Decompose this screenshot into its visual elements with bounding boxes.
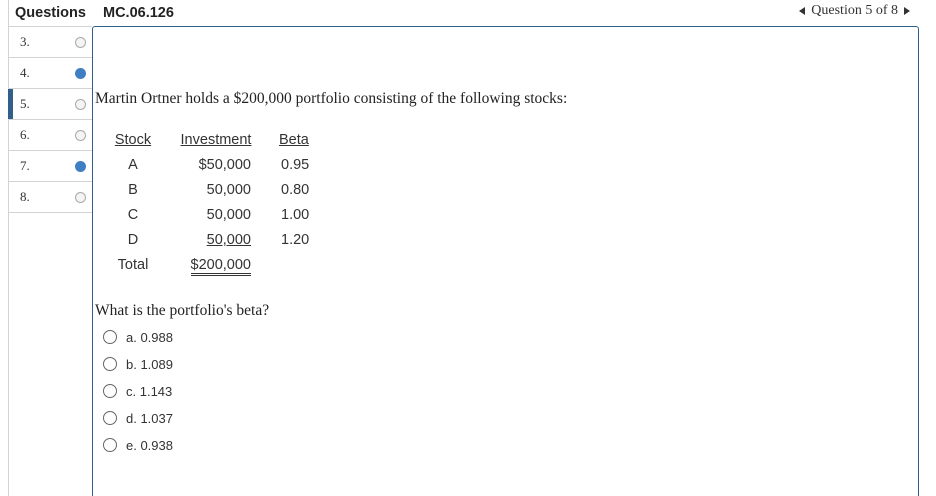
table-cell-investment: $50,000	[198, 157, 251, 173]
answer-option-c[interactable]	[103, 381, 172, 401]
answer-label: b. 1.089	[126, 356, 173, 372]
previous-question-icon[interactable]	[799, 7, 805, 15]
table-cell-beta: 1.00	[281, 207, 310, 223]
table-header-stock: Stock	[114, 132, 152, 148]
answer-option-a[interactable]	[103, 327, 173, 347]
table-cell-stock: C	[127, 207, 139, 223]
sidebar-item-5[interactable]	[9, 89, 92, 120]
table-total-wrap	[179, 256, 251, 274]
answer-label: d. 1.037	[126, 410, 173, 426]
answered-radio-icon	[75, 161, 86, 172]
question-number: 3.	[20, 34, 30, 49]
table-cell-stock: D	[127, 232, 139, 248]
status-radio-icon	[75, 130, 86, 141]
question-prompt: What is the portfolio's beta?	[95, 302, 270, 319]
radio-button[interactable]	[103, 384, 117, 398]
answered-radio-icon	[75, 68, 86, 79]
answer-label: e. 0.938	[126, 437, 173, 453]
radio-button[interactable]	[103, 330, 117, 344]
sidebar-item-6[interactable]	[9, 120, 92, 151]
status-radio-icon	[75, 37, 86, 48]
question-number: 8.	[20, 189, 30, 204]
status-radio-icon	[75, 192, 86, 203]
question-navigation	[799, 3, 910, 19]
table-cell-beta: 0.95	[281, 157, 310, 173]
status-radio-icon	[75, 99, 86, 110]
table-cell-stock: A	[128, 157, 138, 173]
table-cell-stock: B	[128, 182, 138, 198]
sidebar-item-8[interactable]	[9, 182, 92, 213]
table-total-label: Total	[117, 257, 149, 273]
sidebar-header: Questions	[9, 0, 92, 27]
answer-option-b[interactable]	[103, 354, 173, 374]
table-cell-beta: 1.20	[281, 232, 310, 248]
question-title: MC.06.126	[103, 5, 174, 21]
radio-button[interactable]	[103, 411, 117, 425]
sidebar-item-4[interactable]	[9, 58, 92, 89]
sidebar-item-7[interactable]	[9, 151, 92, 182]
table-cell-investment: 50,000	[206, 207, 251, 223]
question-intro: Martin Ortner holds a $200,000 portfolio consisting of the following stocks:	[95, 90, 568, 107]
answer-label: a. 0.988	[126, 329, 173, 345]
table-header-investment: Investment	[180, 132, 252, 148]
question-number: 5.	[20, 96, 30, 111]
table-cell-investment: 50,000	[206, 232, 251, 248]
answer-option-d[interactable]	[103, 408, 173, 428]
question-number: 4.	[20, 65, 30, 80]
question-number: 6.	[20, 127, 30, 142]
radio-button[interactable]	[103, 438, 117, 452]
question-number: 7.	[20, 158, 30, 173]
sidebar-item-3[interactable]	[9, 27, 92, 58]
table-header-beta: Beta	[279, 132, 309, 148]
answer-label: c. 1.143	[126, 383, 173, 399]
table-cell-beta: 0.80	[281, 182, 310, 198]
next-question-icon[interactable]	[904, 7, 910, 15]
table-cell-investment-wrap	[179, 231, 251, 249]
table-cell-investment: 50,000	[206, 182, 251, 198]
answer-option-e[interactable]	[103, 435, 173, 455]
question-counter: Question 5 of 8	[811, 3, 898, 18]
questions-sidebar	[8, 0, 92, 496]
table-total-value: $200,000	[191, 257, 251, 276]
radio-button[interactable]	[103, 357, 117, 371]
question-panel	[92, 26, 919, 496]
